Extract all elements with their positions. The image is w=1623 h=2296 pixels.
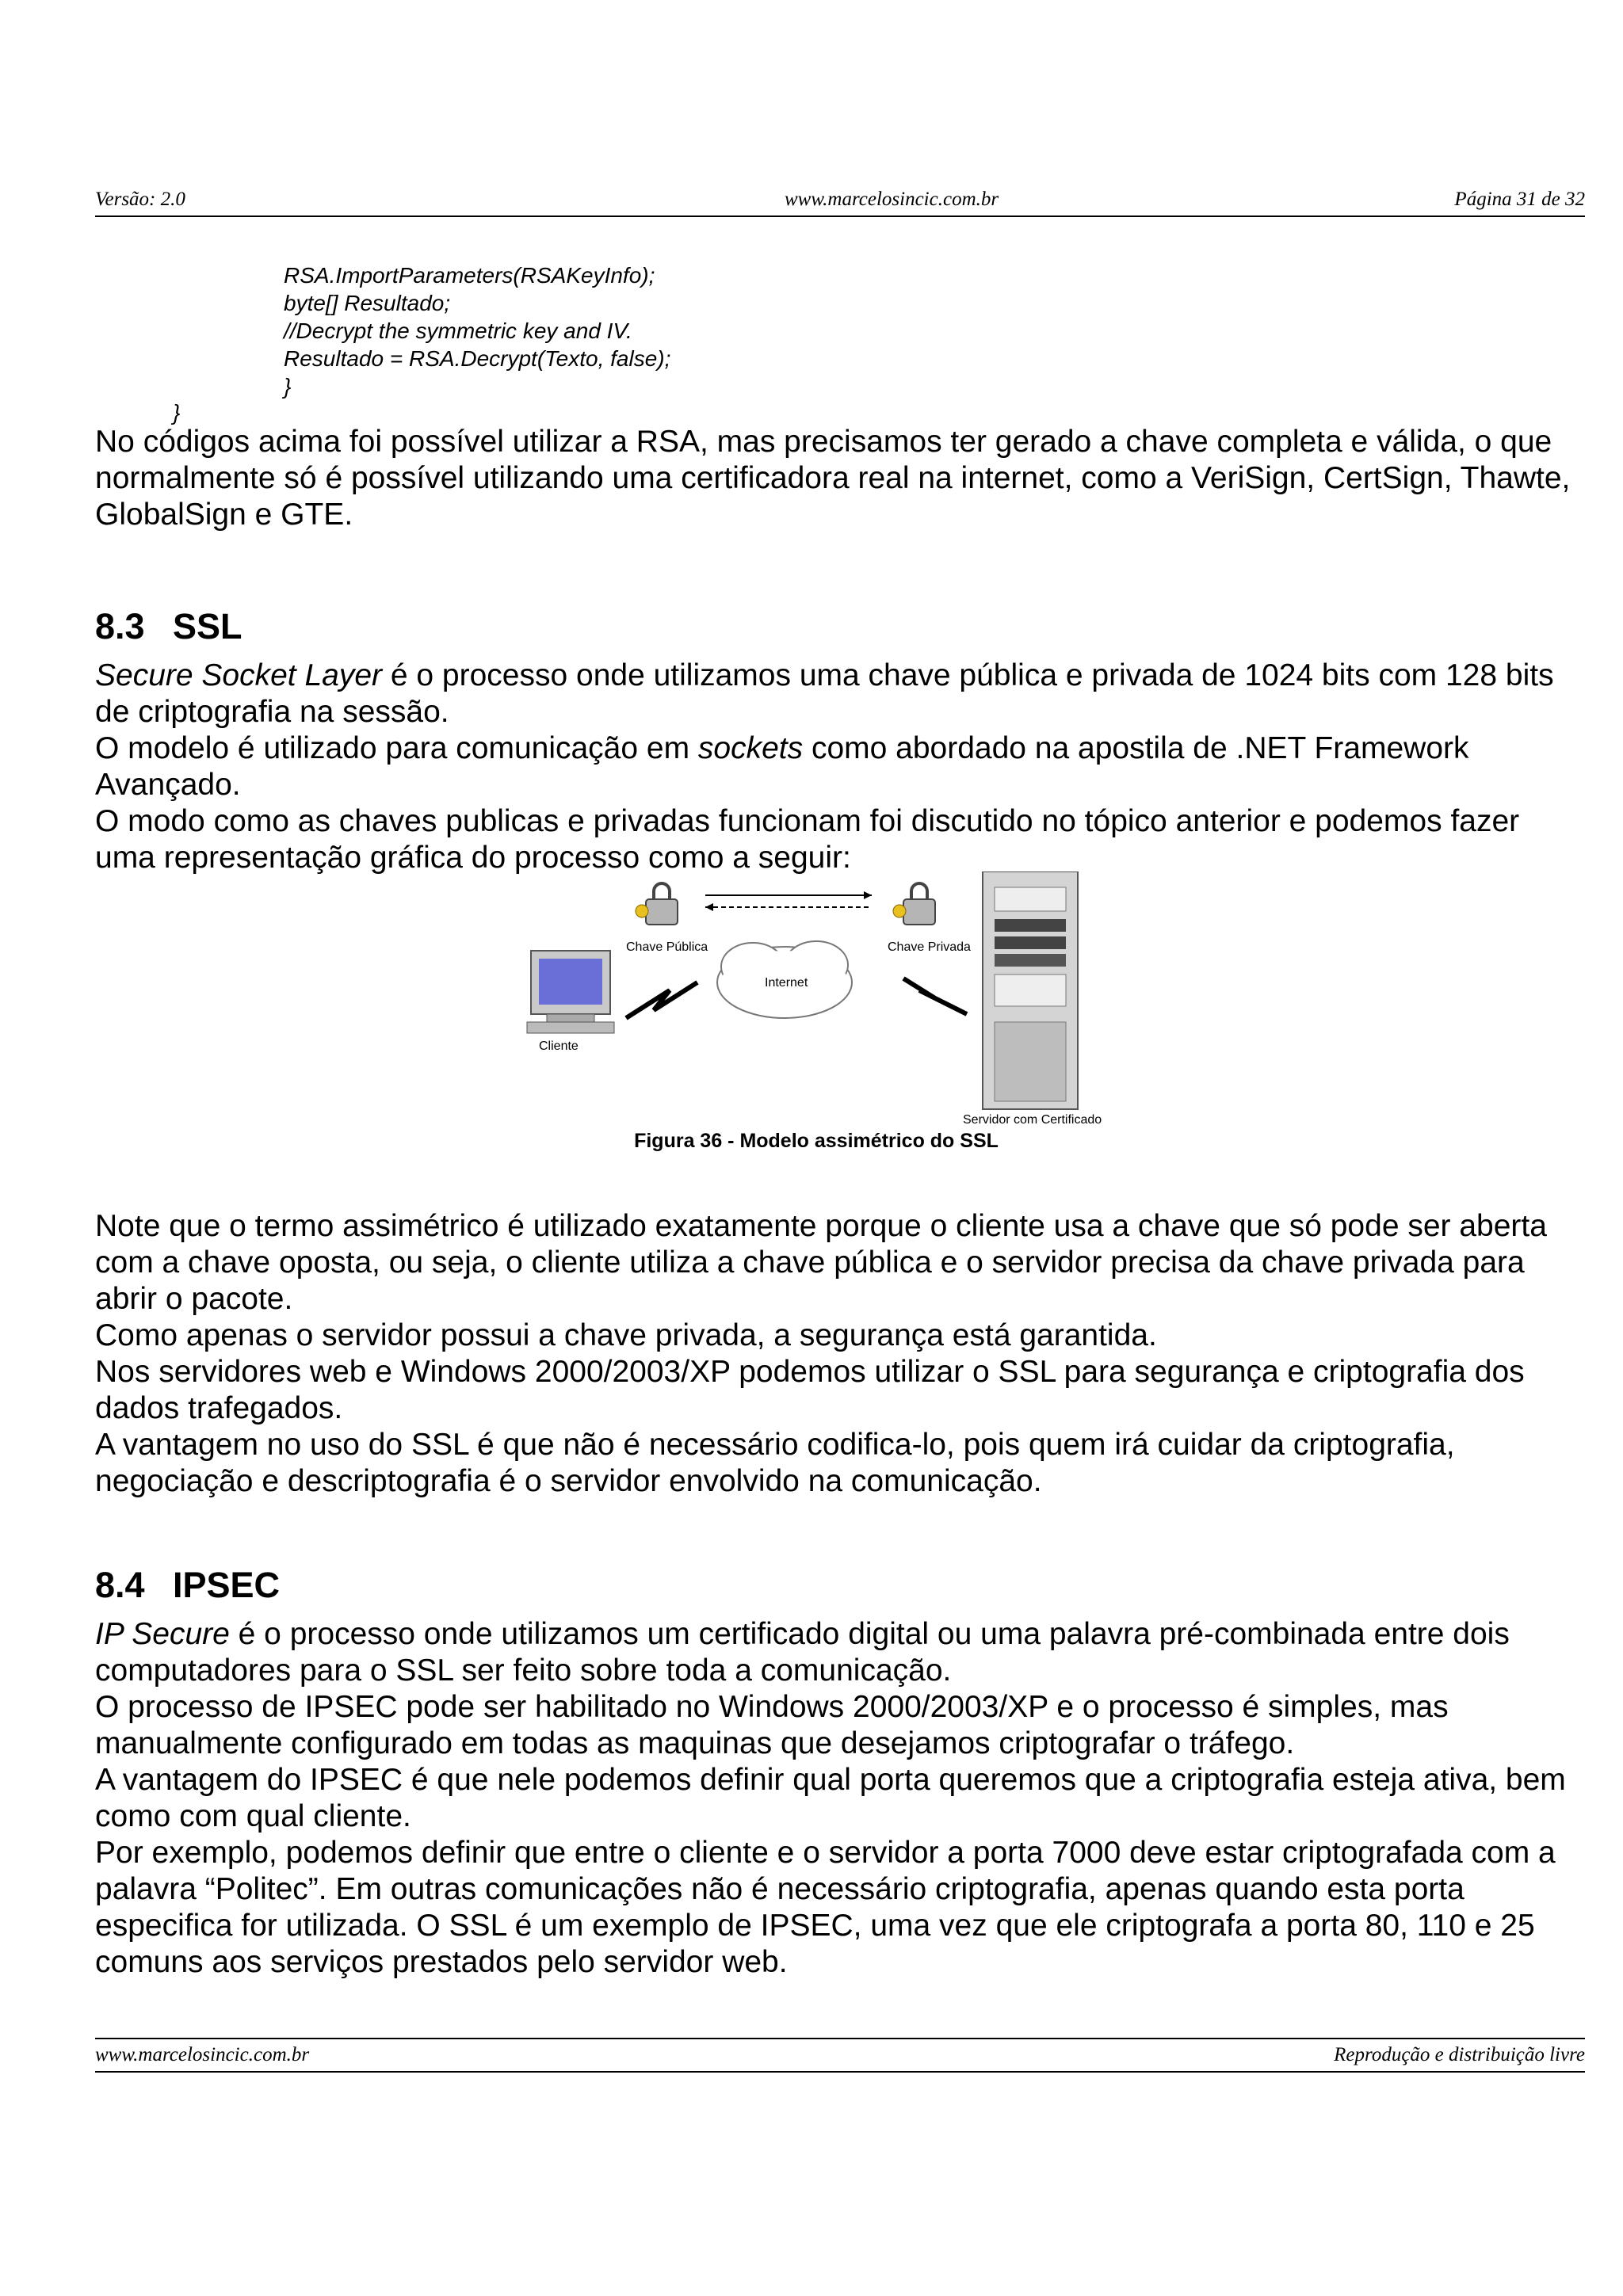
ssl-paragraph-2: O modelo é utilizado para comunicação em sockets como abordado na apostila de .NET Framework Avançado.: [95, 731, 1469, 802]
ssl-body: [95, 658, 1585, 876]
key-exchange-arrows: [705, 891, 872, 911]
code-line: }: [284, 374, 292, 399]
code-line: RSA.ImportParameters(RSAKeyInfo);: [284, 263, 655, 288]
ipsec-paragraph-1: IP Secure é o processo onde utilizamos um certificado digital ou uma palavra pré-combinada entre dois computadores para o SSL ser feito sobre toda a comunicação.: [95, 1617, 1510, 1688]
code-line: Resultado = RSA.Decrypt(Texto, false);: [284, 346, 671, 371]
client-label: Cliente: [539, 1039, 579, 1053]
page-header: [95, 189, 1585, 217]
section-heading-ssl: [95, 606, 242, 647]
ssl-paragraph-3: O modo como as chaves publicas e privadas funcionam foi discutido no tópico anterior e podemos fazer uma representação gráfica do processo como a seguir:: [95, 804, 1520, 875]
code-line: byte[] Resultado;: [284, 291, 451, 315]
private-key-label: Chave Privada: [888, 940, 971, 954]
ssl-diagram: [523, 871, 1109, 1220]
intro-paragraph: No códigos acima foi possível utilizar a RSA, mas precisamos ter gerado a chave completa e válida, o que normalmente só é possível utilizando uma certificadora real na internet, como a VeriSign, CertSign, Thawte, GlobalSign e GTE.: [95, 425, 1571, 532]
paragraph: Note que o termo assimétrico é utilizado exatamente porque o cliente usa a chave que só pode ser aberta com a chave oposta, ou seja, o cliente utiliza a chave pública e o servidor precisa da chave privada para abrir o pacote.: [95, 1209, 1547, 1316]
footer-note: Reprodução e distribuição livre: [1334, 2044, 1585, 2065]
ipsec-body: [95, 1616, 1585, 1981]
header-site-link[interactable]: www.marcelosincic.com.br: [785, 189, 999, 210]
ipsec-paragraph-2: O processo de IPSEC pode ser habilitado no Windows 2000/2003/XP e o processo é simples, mas manualmente configurado em todas as maquinas que desejamos criptografar o tráfego.: [95, 1690, 1449, 1760]
version-label: Versão: 2.0: [95, 189, 185, 210]
paragraph: Nos servidores web e Windows 2000/2003/XP podemos utilizar o SSL para segurança e criptografia dos dados trafegados.: [95, 1355, 1525, 1425]
code-block: [284, 261, 670, 400]
server-label: Servidor com Certificado: [963, 1113, 1102, 1127]
private-key-lock-icon: [893, 883, 935, 925]
client-computer-icon: [527, 951, 614, 1033]
figure-caption: Figura 36 - Modelo assimétrico do SSL: [634, 1130, 999, 1152]
post-figure-body: [95, 1208, 1585, 1500]
internet-label: Internet: [765, 976, 808, 990]
right-connection-icon: [903, 978, 967, 1014]
footer-site-link[interactable]: www.marcelosincic.com.br: [95, 2044, 310, 2065]
paragraph: A vantagem no uso do SSL é que não é necessário codifica-lo, pois quem irá cuidar da criptografia, negociação e descriptografia é o servidor envolvido na comunicação.: [95, 1428, 1455, 1498]
left-connection-icon: [626, 982, 697, 1018]
ipsec-paragraph-4: Por exemplo, podemos definir que entre o cliente e o servidor a porta 7000 deve estar criptografada com a palavra “Politec”. Em outras comunicações não é necessário criptografia, apenas quando esta porta especifica for utilizada. O SSL é um exemplo de IPSEC, uma vez que ele criptografa a porta 80, 110 e 25 comuns aos serviços prestados pelo servidor web.: [95, 1836, 1556, 1979]
page-footer: [95, 2038, 1585, 2073]
code-closing-brace: }: [173, 400, 181, 425]
public-key-lock-icon: [636, 883, 678, 925]
section-number: 8.3: [95, 606, 145, 646]
page-number: Página 31 de 32: [1454, 189, 1585, 210]
public-key-label: Chave Pública: [626, 940, 708, 954]
section-title: SSL: [173, 606, 242, 646]
code-line: //Decrypt the symmetric key and IV.: [284, 318, 632, 343]
section-heading-ipsec: [95, 1565, 280, 1606]
server-icon: [983, 871, 1078, 1109]
ipsec-paragraph-3: A vantagem do IPSEC é que nele podemos definir qual porta queremos que a criptografia esteja ativa, bem como com qual cliente.: [95, 1763, 1566, 1833]
ssl-paragraph-1: Secure Socket Layer é o processo onde utilizamos uma chave pública e privada de 1024 bits com 128 bits de criptografia na sessão.: [95, 658, 1554, 729]
section-title: IPSEC: [173, 1565, 281, 1605]
paragraph: Como apenas o servidor possui a chave privada, a segurança está garantida.: [95, 1318, 1157, 1352]
section-number: 8.4: [95, 1565, 145, 1605]
